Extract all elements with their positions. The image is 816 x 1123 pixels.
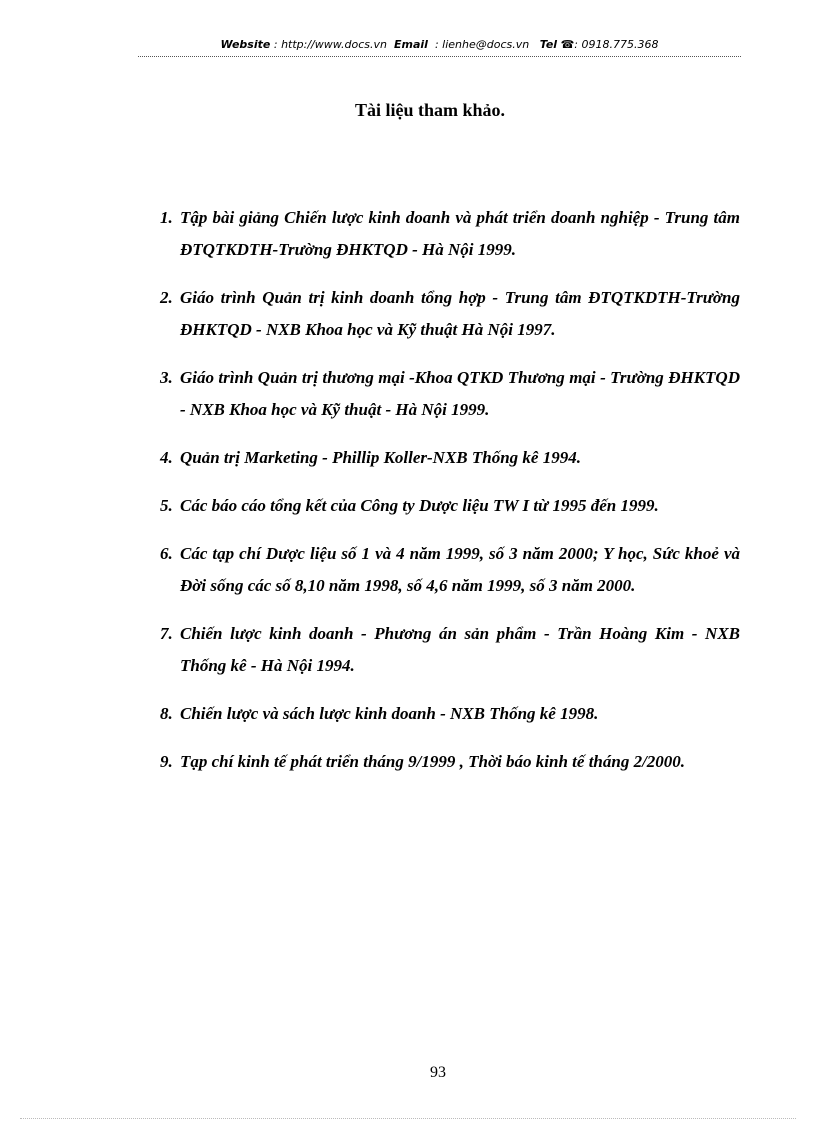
reference-item <box>160 538 740 602</box>
reference-text: Tạp chí kinh tế phát triển tháng 9/1999 , Thời báo kinh tế tháng 2/2000. <box>180 752 686 771</box>
reference-number: 3. <box>160 368 173 387</box>
reference-text: Giáo trình Quản trị kinh doanh tổng hợp - Trung tâm ĐTQTKDTH-Trường ĐHKTQD - NXB Khoa học và Kỹ thuật Hà Nội 1997. <box>180 288 740 339</box>
email-value[interactable]: lienhe@docs.vn <box>442 38 530 51</box>
reference-number: 5. <box>160 496 173 515</box>
footer-divider <box>20 1118 796 1119</box>
reference-item <box>160 202 740 266</box>
reference-text: Chiến lược và sách lược kinh doanh - NXB Thống kê 1998. <box>180 704 599 723</box>
tel-label: Tel <box>539 38 558 51</box>
reference-number: 8. <box>160 704 173 723</box>
page-title: Tài liệu tham khảo. <box>354 100 506 120</box>
reference-item <box>160 442 740 474</box>
page-number: 93 <box>430 1064 446 1081</box>
reference-text: Các báo cáo tổng kết của Công ty Dược liệu TW I từ 1995 đến 1999. <box>180 496 659 515</box>
reference-item <box>160 490 740 522</box>
reference-item <box>160 746 740 778</box>
reference-text: Quản trị Marketing - Phillip Koller-NXB Thống kê 1994. <box>180 448 581 467</box>
reference-item <box>160 362 740 426</box>
reference-number: 6. <box>160 544 173 563</box>
tel-value: : 0918.775.368 <box>574 38 659 51</box>
reference-text: Giáo trình Quản trị thương mại -Khoa QTKD Thương mại - Trường ĐHKTQD - NXB Khoa học và Kỹ thuật - Hà Nội 1999. <box>180 368 740 419</box>
telephone-icon: ☎ <box>560 38 575 51</box>
email-label: Email <box>394 38 428 51</box>
reference-number: 9. <box>160 752 173 771</box>
page-header <box>138 38 741 52</box>
email-separator: : <box>431 38 443 51</box>
website-label: Website <box>220 38 271 51</box>
reference-number: 1. <box>160 208 173 227</box>
reference-number: 4. <box>160 448 173 467</box>
reference-text: Chiến lược kinh doanh - Phương án sản phẩm - Trần Hoàng Kim - NXB Thống kê - Hà Nội 1994. <box>180 624 740 675</box>
reference-item <box>160 282 740 346</box>
reference-item <box>160 618 740 682</box>
reference-number: 2. <box>160 288 173 307</box>
website-separator: : <box>270 38 282 51</box>
reference-text: Tập bài giảng Chiến lược kinh doanh và phát triển doanh nghiệp - Trung tâm ĐTQTKDTH-Trường ĐHKTQD - Hà Nội 1999. <box>180 208 740 259</box>
reference-list <box>160 202 740 794</box>
reference-item <box>160 698 740 730</box>
website-url[interactable]: http://www.docs.vn <box>281 38 388 51</box>
reference-number: 7. <box>160 624 173 643</box>
header-divider <box>138 56 741 57</box>
reference-text: Các tạp chí Dược liệu số 1 và 4 năm 1999, số 3 năm 2000; Y học, Sức khoẻ và Đời sống các số 8,10 năm 1998, số 4,6 năm 1999, số 3 năm 2000. <box>180 544 740 595</box>
